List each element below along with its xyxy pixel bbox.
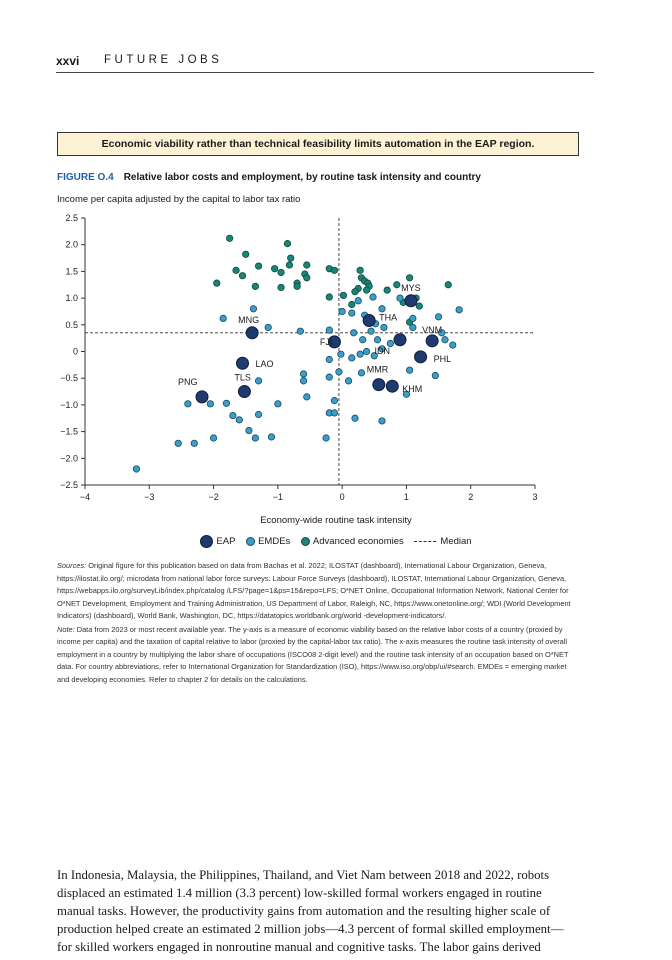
y-tick-label: −2.5 — [60, 480, 78, 490]
x-axis-title: Economy-wide routine task intensity — [260, 515, 412, 526]
emde-point — [349, 310, 355, 316]
emde-point — [300, 371, 306, 377]
emde-point — [304, 394, 310, 400]
advanced-economy-point — [326, 294, 332, 300]
emde-point — [175, 440, 181, 446]
legend-item-median — [414, 536, 471, 547]
emde-point — [246, 427, 252, 433]
legend-label-advanced: Advanced economies — [312, 536, 404, 548]
eap-label-tha: THA — [379, 312, 398, 323]
emde-point — [336, 369, 342, 375]
figure-title-text: Relative labor costs and employment, by routine task intensity and country — [123, 172, 481, 183]
legend-label-median: Median — [440, 536, 472, 548]
emde-point — [352, 415, 358, 421]
emde-point — [450, 342, 456, 348]
emde-point — [432, 372, 438, 378]
advanced-economy-point — [252, 283, 258, 289]
advanced-economy-point — [304, 262, 310, 268]
x-tick-label: −1 — [272, 492, 283, 502]
emde-point — [360, 337, 366, 343]
eap-label-phl: PHL — [433, 353, 452, 364]
legend-item-advanced — [301, 536, 404, 547]
emde-point — [223, 400, 229, 406]
advanced-economy-point — [340, 292, 346, 298]
figure-number: FIGURE O.4 — [57, 172, 114, 183]
y-tick-label: −2.0 — [60, 453, 78, 464]
eap-label-khm: KHM — [402, 384, 423, 395]
page-header — [56, 54, 594, 73]
eap-label-idn: IDN — [374, 345, 390, 356]
advanced-economy-point — [331, 267, 337, 273]
emde-point — [133, 466, 139, 472]
y-tick-label: 0 — [72, 346, 78, 357]
advanced-economy-point — [214, 280, 220, 286]
advanced-economy-point — [278, 284, 284, 290]
advanced-economy-point — [304, 275, 310, 281]
x-tick-label: 1 — [403, 492, 409, 502]
emde-point — [363, 348, 369, 354]
emde-point — [185, 401, 191, 407]
eap-label-fji: FJI — [319, 336, 333, 347]
eap-point-vnm — [426, 335, 438, 347]
emde-point — [207, 401, 213, 407]
sources-label: Sources: — [57, 561, 87, 570]
advanced-economy-point — [226, 235, 232, 241]
emde-point — [338, 351, 344, 357]
eap-label-lao: LAO — [255, 359, 274, 370]
running-title: FUTURE JOBS — [104, 54, 223, 66]
eap-point-tha — [363, 315, 375, 327]
emde-point — [381, 324, 387, 330]
legend-item-emdes — [246, 536, 290, 547]
emde-point — [435, 314, 441, 320]
page-number: xxvi — [56, 54, 80, 68]
y-axis-title: Income per capita adjusted by the capital to labor tax ratio — [57, 194, 301, 205]
emde-point — [326, 327, 332, 333]
emde-point — [374, 337, 380, 343]
advanced-economy-point — [406, 275, 412, 281]
emde-point — [326, 374, 332, 380]
figure-notes — [57, 560, 577, 687]
eap-label-tls: TLS — [234, 372, 251, 383]
eap-point-tls — [238, 386, 250, 398]
advanced-economy-point — [363, 287, 369, 293]
median-line-icon — [414, 541, 436, 542]
y-tick-label: −1.0 — [60, 399, 78, 410]
emde-point — [370, 294, 376, 300]
advanced-economy-point — [349, 301, 355, 307]
advanced-economy-point — [233, 267, 239, 273]
eap-marker-icon — [200, 535, 213, 548]
emde-point — [351, 330, 357, 336]
x-tick-label: −3 — [144, 492, 155, 502]
eap-point-png — [196, 391, 208, 403]
advanced-economy-point — [284, 240, 290, 246]
emde-point — [345, 378, 351, 384]
emdes-marker-icon — [246, 537, 255, 546]
advanced-economy-point — [294, 283, 300, 289]
x-tick-label: 3 — [532, 492, 538, 502]
y-tick-label: 1.0 — [65, 293, 78, 304]
eap-point-lao — [237, 357, 249, 369]
emde-point — [406, 367, 412, 373]
advanced-economy-point — [288, 255, 294, 261]
advanced-economy-point — [384, 287, 390, 293]
emde-point — [357, 351, 363, 357]
emde-point — [331, 410, 337, 416]
advanced-economy-point — [243, 251, 249, 257]
advanced-economy-point — [394, 282, 400, 288]
y-tick-label: 0.5 — [65, 319, 78, 330]
emde-point — [275, 401, 281, 407]
emde-point — [220, 315, 226, 321]
emde-point — [379, 418, 385, 424]
emde-point — [326, 356, 332, 362]
emde-point — [300, 378, 306, 384]
eap-label-mmr: MMR — [366, 364, 389, 375]
advanced-economy-point — [271, 266, 277, 272]
emde-point — [410, 315, 416, 321]
emde-point — [442, 337, 448, 343]
advanced-economy-point — [239, 272, 245, 278]
sources-paragraph — [57, 560, 577, 623]
legend-label-emdes: EMDEs — [258, 536, 291, 548]
emde-point — [331, 397, 337, 403]
eap-label-png: PNG — [178, 376, 198, 387]
eap-point-mng — [246, 327, 258, 339]
y-tick-label: 2.0 — [65, 239, 78, 250]
y-tick-label: 2.5 — [65, 213, 78, 223]
emde-point — [358, 370, 364, 376]
advanced-economy-point — [278, 269, 284, 275]
emde-point — [268, 434, 274, 440]
eap-point-phl — [415, 351, 427, 363]
emde-point — [410, 324, 416, 330]
emde-point — [355, 298, 361, 304]
emde-point — [250, 306, 256, 312]
emde-point — [255, 411, 261, 417]
advanced-marker-icon — [301, 537, 310, 546]
note-label: Note: — [57, 624, 75, 634]
emde-point — [323, 435, 329, 441]
x-tick-label: 0 — [339, 492, 345, 502]
emde-point — [252, 435, 258, 441]
eap-point-khm — [386, 380, 398, 392]
note-paragraph — [57, 624, 577, 687]
eap-point-idn — [394, 334, 406, 346]
advanced-economy-point — [255, 263, 261, 269]
emde-point — [265, 324, 271, 330]
advanced-economy-point — [352, 288, 358, 294]
emde-point — [297, 328, 303, 334]
eap-label-vnm: VNM — [422, 324, 443, 335]
body-paragraph: In Indonesia, Malaysia, the Philippines, Thailand, and Viet Nam between 2018 and 2022, robots displaced an estimated 1.4 million (3.3 percent) low-skilled formal workers engaged in routine manual tasks. However, the productivity gains from automation and the resulting higher scale of production helped create an estimated 2 million jobs—4.3 percent of formal skilled employment—for skilled workers engaged in nonroutine manual and cognitive tasks. The labor gains derived — [57, 868, 564, 954]
legend-item-eap — [200, 535, 235, 548]
advanced-economy-point — [286, 262, 292, 268]
emde-point — [191, 440, 197, 446]
box-note: Economic viability rather than technical feasibility limits automation in the EAP region. — [57, 132, 579, 156]
x-tick-label: −2 — [208, 492, 219, 502]
sources-text: Original figure for this publication based on data from Bachas et al. 2022; ILOSTAT (dashboard), International Labour Organization, Geneva, https://ilostat.ilo.org/; microdata from national labor force surveys: Labour Force Surveys (dashboard), ILOSTAT, International Labour Organization, Geneva, https://webapps.ilo.org/surveyLib/index.php/catalog /LFS/?page=1&ps=15&repo=LFS; O*NET Online, Occupational Information Network, National Center for O*NET Development, Employment and Training Administration, US Department of Labor, Raleigh, NC, https://www.onetonline.org/; WDI (World Development Indicators) (dashboard), World Bank, Washington, DC, https://datatopics.worldbank.org/world -development-indicators/. — [57, 561, 571, 620]
emde-point — [368, 328, 374, 334]
emde-point — [236, 417, 242, 423]
emde-point — [255, 378, 261, 384]
x-tick-label: 2 — [468, 492, 474, 502]
emde-point — [339, 308, 345, 314]
y-tick-label: −0.5 — [60, 373, 78, 384]
y-tick-label: 1.5 — [65, 266, 78, 277]
chart-legend — [0, 535, 672, 548]
eap-label-mng: MNG — [238, 314, 260, 325]
x-tick-label: −4 — [79, 492, 91, 502]
emde-point — [230, 412, 236, 418]
figure-title — [57, 172, 481, 183]
eap-point-mys — [405, 295, 417, 307]
legend-label-eap: EAP — [216, 536, 236, 548]
advanced-economy-point — [416, 303, 422, 309]
eap-label-mys: MYS — [401, 282, 421, 293]
scatter-chart — [40, 208, 560, 508]
emde-point — [397, 295, 403, 301]
eap-point-mmr — [373, 379, 385, 391]
advanced-economy-point — [445, 282, 451, 288]
emde-point — [210, 435, 216, 441]
emde-point — [349, 355, 355, 361]
note-text: Data from 2023 or most recent available year. The y-axis is a measure of economic viability based on the relative labor costs of a country (proxied by income per capita) and the taxation of capital relative to labor (proxied by the capital-labor tax ratio). The x-axis measures the routine task intensity of overall employment in a country by multiplying the labor share of occupations (ISCO08 2-digit level) and the routine task intensity of an occupation based on O*NET data. For country abbreviations, refer to International Organization for Standardization (ISO), https://www.iso.org/obp/ui/#search. EMDEs = emerging market and developing economies. Refer to chapter 2 for details on the calculations. — [57, 624, 569, 684]
advanced-economy-point — [357, 267, 363, 273]
y-tick-label: −1.5 — [60, 426, 78, 437]
emde-point — [379, 306, 385, 312]
emde-point — [456, 307, 462, 313]
